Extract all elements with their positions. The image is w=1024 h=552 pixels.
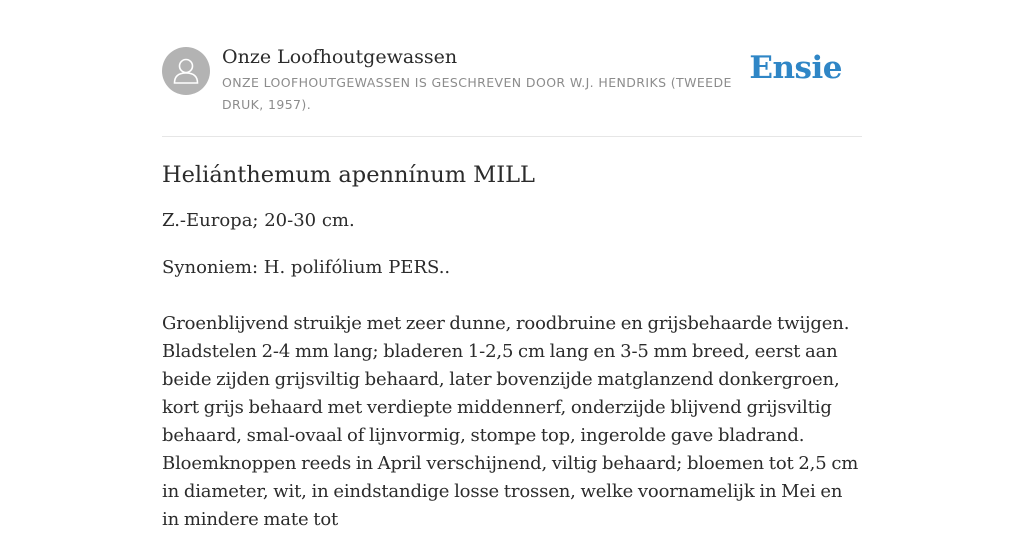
entry-title: Heliánthemum apennínum MILL bbox=[162, 162, 535, 188]
ensie-logo[interactable]: Ensie bbox=[749, 50, 842, 86]
user-avatar-icon[interactable] bbox=[162, 47, 210, 95]
publication-description: ONZE LOOFHOUTGEWASSEN IS GESCHREVEN DOOR W.J. HENDRIKS (TWEEDE DRUK, 1957). bbox=[222, 75, 732, 112]
publication-title[interactable]: Onze Loofhoutgewassen bbox=[222, 46, 458, 68]
entry-synonym: Synoniem: H. polifólium PERS.. bbox=[162, 257, 451, 278]
entry-description: Groenblijvend struikje met zeer dunne, roodbruine en grijsbehaarde twijgen. Bladstelen 2-4 mm lang; bladeren 1-2,5 cm lang en 3-5 mm breed, eerst aan beide zijden grijsviltig behaard, later bovenzijde matglanzend donkergroen, kort grijs behaard met verdiepte middennerf, onderzijde blijvend grijsviltig behaard, smal-ovaal of lijnvormig, stompe top, ingerolde gave bladrand. Bloemknoppen reeds in April verschijnend, viltig behaard; bloemen tot 2,5 cm in diameter, wit, in eindstandige losse trossen, welke voornamelijk in Mei en in mindere mate tot bbox=[162, 313, 859, 530]
entry-region: Z.-Europa; 20-30 cm. bbox=[162, 210, 355, 231]
publication-header bbox=[162, 44, 862, 137]
entry-content bbox=[162, 158, 862, 552]
